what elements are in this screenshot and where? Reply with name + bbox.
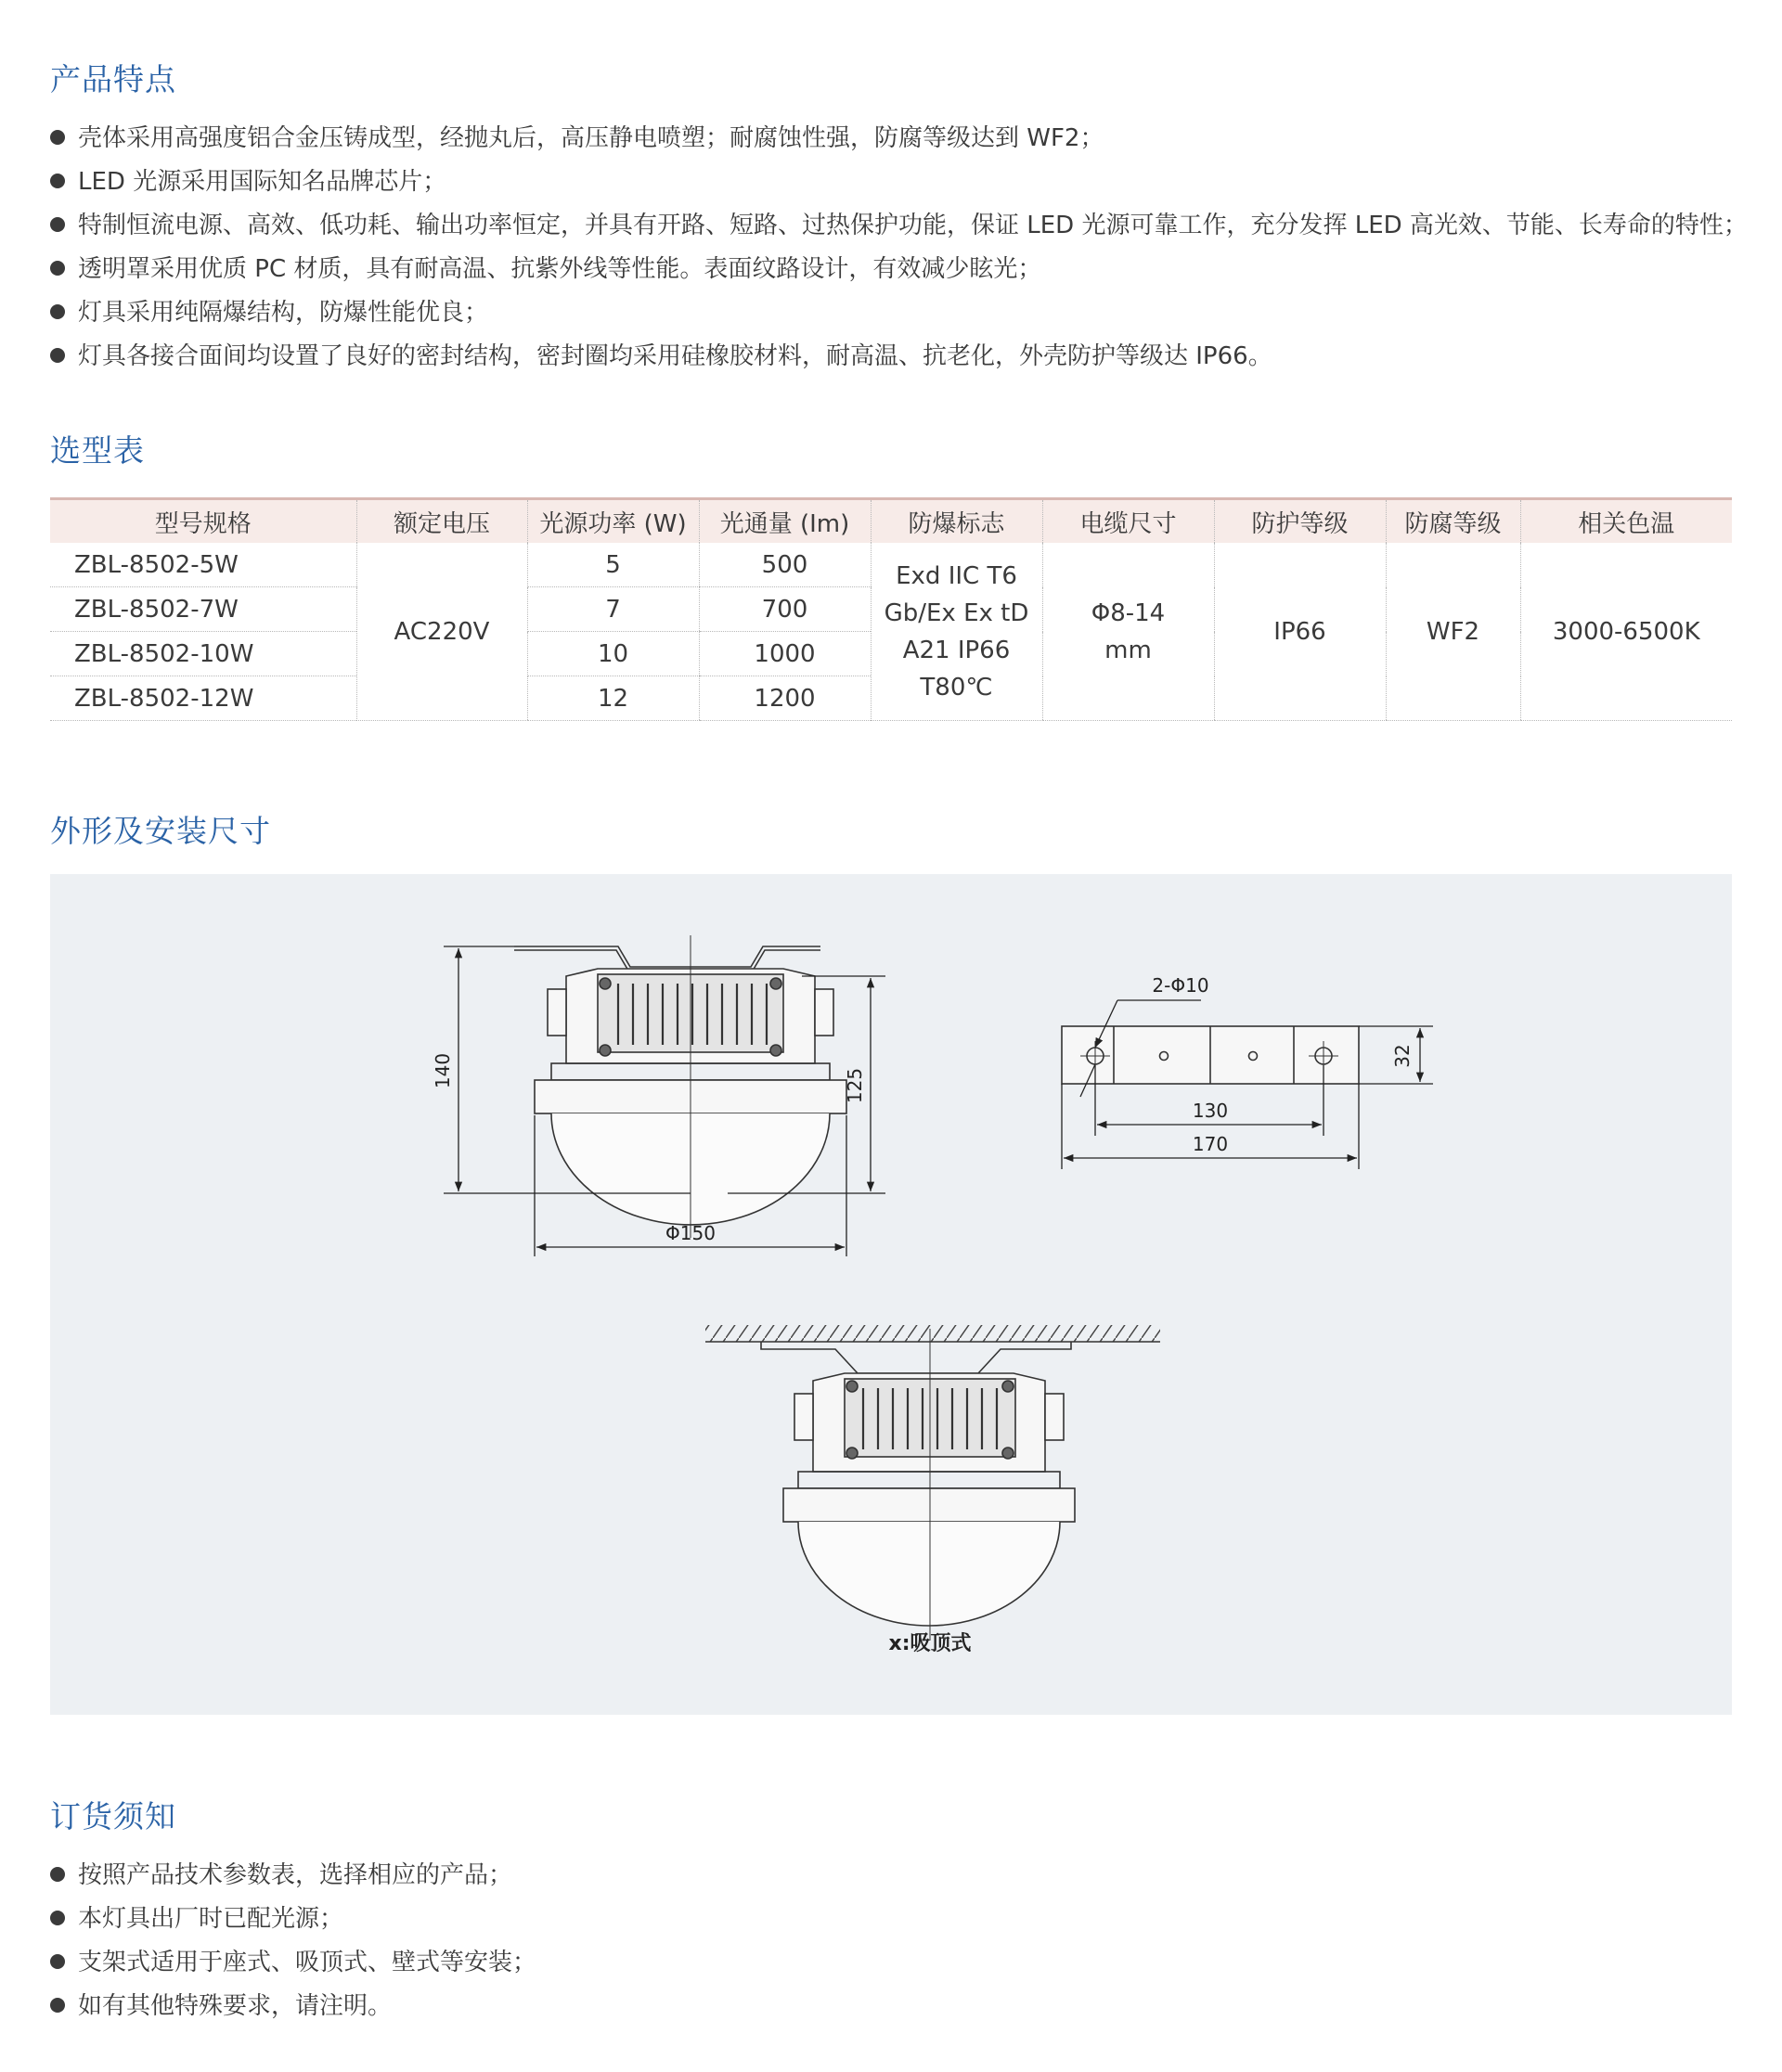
- cell-power: 10: [527, 632, 699, 676]
- bullet-icon: [50, 261, 65, 276]
- bullet-icon: [50, 1998, 65, 2013]
- ex-mark-line: T80℃: [920, 673, 993, 701]
- header-model: 型号规格: [50, 499, 356, 544]
- cable-line: mm: [1104, 636, 1152, 664]
- cell-ex-mark: [871, 543, 1042, 721]
- bullet-icon: [50, 304, 65, 319]
- features-list: [50, 117, 1748, 379]
- cell-model: ZBL-8502-7W: [50, 587, 356, 632]
- selection-title: 选型表: [50, 432, 145, 469]
- bullet-icon: [50, 130, 65, 145]
- label-bracket-length: 170: [1192, 1133, 1229, 1155]
- cell-cable: [1042, 543, 1214, 721]
- header-voltage: 额定电压: [356, 499, 527, 544]
- cell-flux: 500: [699, 543, 871, 587]
- dimension-drawing: [50, 874, 1732, 1715]
- list-item: LED 光源采用国际知名品牌芯片；: [50, 161, 1748, 204]
- list-item: 本灯具出厂时已配光源；: [50, 1898, 536, 1941]
- label-hole-spacing: 130: [1192, 1100, 1229, 1122]
- list-item: 特制恒流电源、高效、低功耗、输出功率恒定，并具有开路、短路、过热保护功能，保证 LED 光源可靠工作，充分发挥 LED 高光效、节能、长寿命的特性；: [50, 204, 1748, 248]
- header-power: 光源功率 (W): [527, 499, 699, 544]
- features-title: 产品特点: [50, 61, 176, 97]
- dimension-drawing-panel: [50, 874, 1732, 1715]
- list-item: 壳体采用高强度铝合金压铸成型，经抛丸后，高压静电喷塑；耐腐蚀性强，防腐等级达到 WF2；: [50, 117, 1748, 161]
- bullet-icon: [50, 217, 65, 232]
- ordering-list: [50, 1854, 536, 2028]
- label-mount-type: x:吸顶式: [888, 1632, 972, 1655]
- header-cable: 电缆尺寸: [1042, 499, 1214, 544]
- list-item: 支架式适用于座式、吸顶式、壁式等安装；: [50, 1941, 536, 1985]
- list-item: 透明罩采用优质 PC 材质，具有耐高温、抗紫外线等性能。表面纹路设计，有效减少眩光；: [50, 248, 1748, 291]
- cell-ip: IP66: [1214, 543, 1386, 721]
- header-anticorrosion: 防腐等级: [1386, 499, 1520, 544]
- bullet-icon: [50, 174, 65, 188]
- bullet-icon: [50, 1954, 65, 1969]
- ex-mark-line: A21 IP66: [902, 636, 1011, 664]
- cell-flux: 700: [699, 587, 871, 632]
- cell-model: ZBL-8502-10W: [50, 632, 356, 676]
- bullet-icon: [50, 348, 65, 363]
- cell-cct: 3000-6500K: [1520, 543, 1732, 721]
- label-bracket-height: 32: [1391, 1044, 1414, 1068]
- cable-line: Φ8-14: [1091, 598, 1166, 627]
- selection-table: [50, 497, 1732, 721]
- fixture-front-view: [514, 935, 846, 1238]
- ex-mark-line: Exd IIC T6: [896, 561, 1017, 590]
- bracket-plan-view: [1062, 1026, 1359, 1084]
- cell-flux: 1000: [699, 632, 871, 676]
- table-header-row: [50, 499, 1732, 544]
- list-item: 按照产品技术参数表，选择相应的产品；: [50, 1854, 536, 1898]
- bullet-icon: [50, 1911, 65, 1925]
- cell-power: 5: [527, 543, 699, 587]
- ex-mark-line: Gb/Ex Ex tD: [884, 598, 1029, 627]
- dimensions-title: 外形及安装尺寸: [50, 813, 271, 849]
- ceiling-mount-view: [705, 1325, 1160, 1641]
- table-row: [50, 543, 1732, 587]
- ordering-title: 订货须知: [50, 1798, 176, 1834]
- cell-voltage: AC220V: [356, 543, 527, 721]
- list-item: 如有其他特殊要求，请注明。: [50, 1985, 536, 2028]
- header-cct: 相关色温: [1520, 499, 1732, 544]
- label-holes: 2-Φ10: [1152, 974, 1209, 997]
- cell-anticorrosion: WF2: [1386, 543, 1520, 721]
- label-height-body: 125: [844, 1067, 866, 1104]
- header-ex-mark: 防爆标志: [871, 499, 1042, 544]
- list-item: 灯具采用纯隔爆结构，防爆性能优良；: [50, 291, 1748, 335]
- list-item: 灯具各接合面间均设置了良好的密封结构，密封圈均采用硅橡胶材料，耐高温、抗老化，外壳防护等级达 IP66。: [50, 335, 1748, 379]
- label-diameter: Φ150: [665, 1222, 716, 1244]
- label-height-total: 140: [432, 1052, 454, 1089]
- cell-model: ZBL-8502-12W: [50, 676, 356, 721]
- header-ip: 防护等级: [1214, 499, 1386, 544]
- cell-flux: 1200: [699, 676, 871, 721]
- bullet-icon: [50, 1867, 65, 1882]
- header-flux: 光通量 (Im): [699, 499, 871, 544]
- cell-model: ZBL-8502-5W: [50, 543, 356, 587]
- cell-power: 7: [527, 587, 699, 632]
- cell-power: 12: [527, 676, 699, 721]
